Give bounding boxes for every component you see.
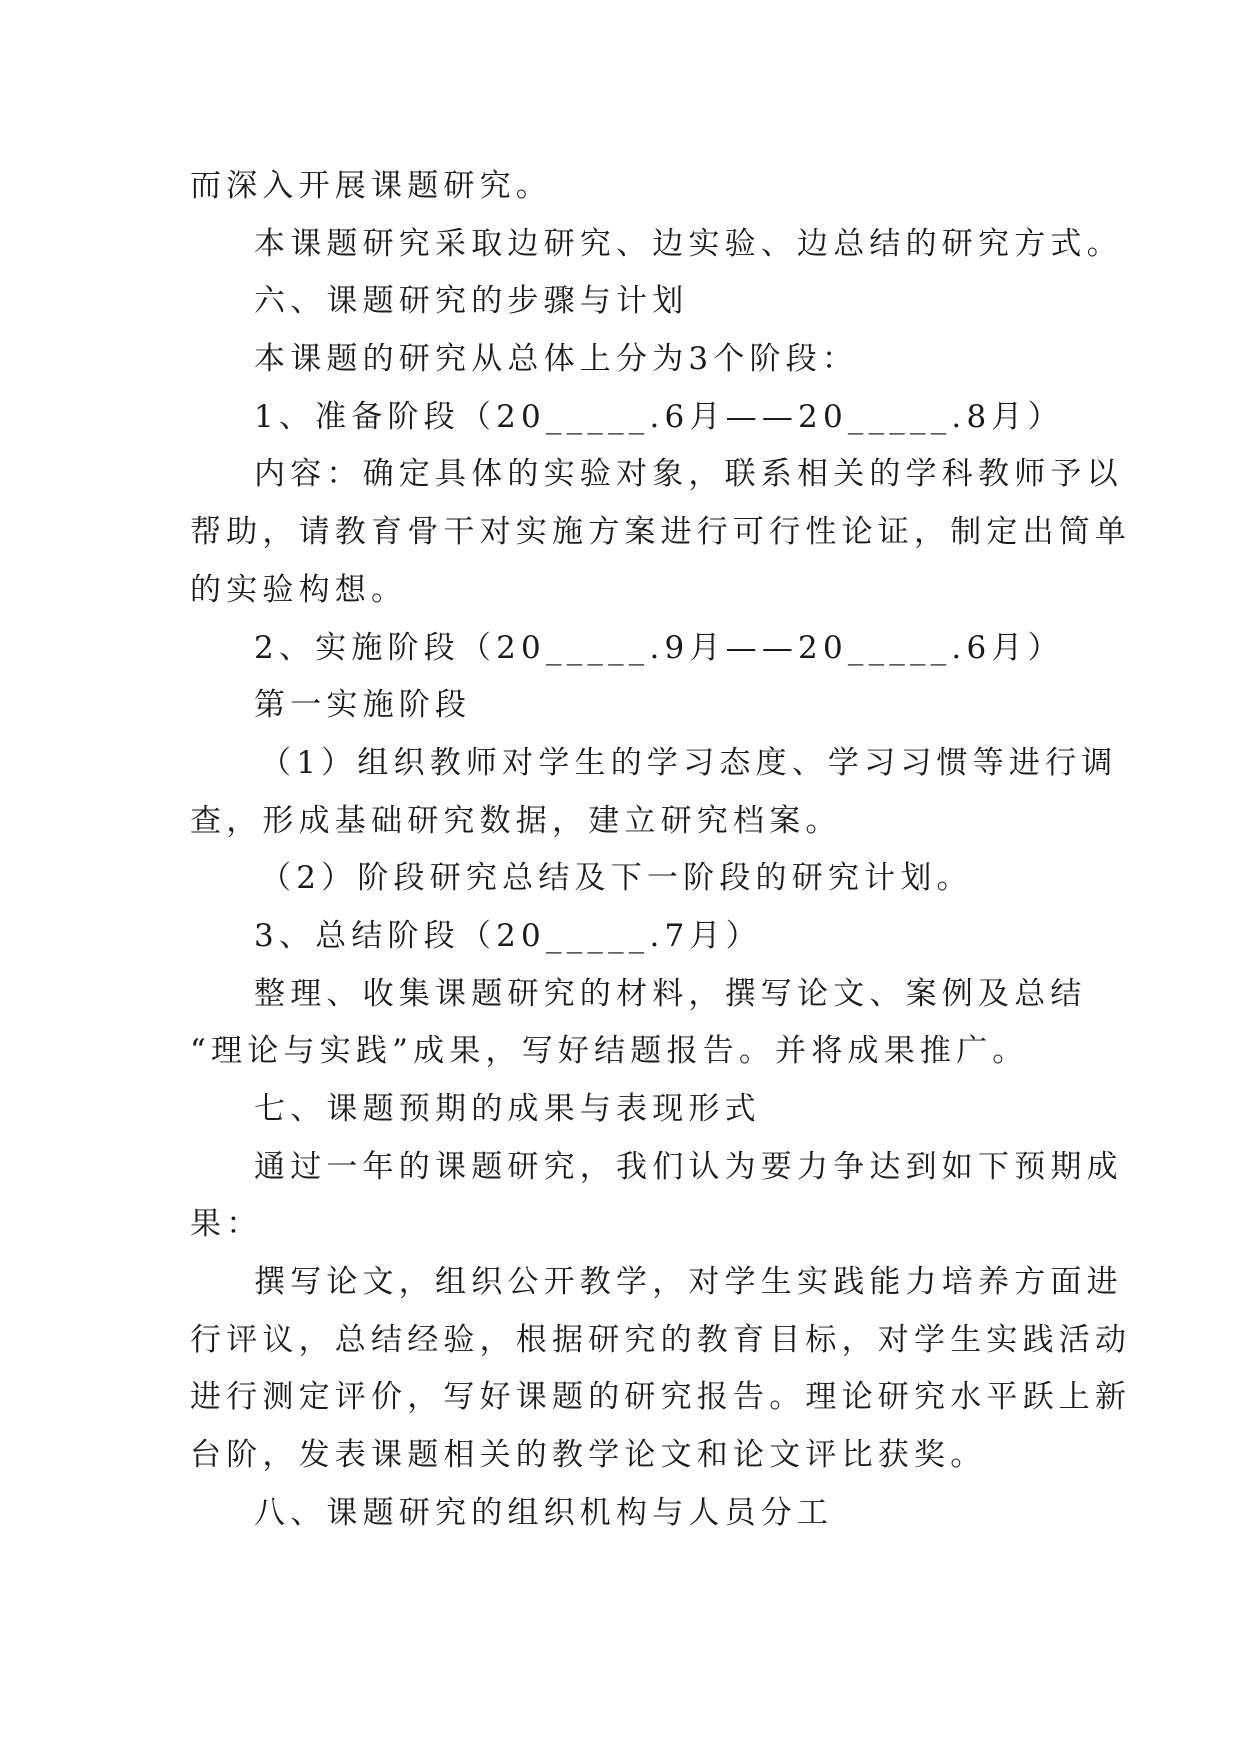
section-heading: 六、课题研究的步骤与计划 <box>254 283 689 320</box>
paragraph-line: 帮助，请教育骨干对实施方案进行可行性论证，制定出简单 <box>190 514 1132 551</box>
paragraph-line: 本课题研究采取边研究、边实验、边总结的研究方式。 <box>254 225 1123 262</box>
paragraph-line: 本课题的研究从总体上分为3个阶段： <box>254 341 859 378</box>
stage-heading: 2、实施阶段（20_____.9月——20_____.6月） <box>254 629 1064 666</box>
stage-heading: 1、准备阶段（20_____.6月——20_____.8月） <box>254 398 1064 435</box>
paragraph-line: 撰写论文，组织公开教学，对学生实践能力培养方面进 <box>254 1264 1123 1301</box>
section-heading: 七、课题预期的成果与表现形式 <box>254 1091 761 1127</box>
paragraph-line: 的实验构想。 <box>190 571 408 608</box>
paragraph-line: 内容：确定具体的实验对象，联系相关的学科教师予以 <box>254 456 1123 493</box>
section-heading: 八、课题研究的组织机构与人员分工 <box>254 1494 834 1531</box>
sub-heading: 第一实施阶段 <box>254 687 472 724</box>
paragraph-line: 而深入开展课题研究。 <box>190 168 552 204</box>
paragraph-line: 果： <box>190 1206 263 1243</box>
paragraph-line: 行评议，总结经验，根据研究的教育目标，对学生实践活动 <box>190 1321 1132 1358</box>
document-body <box>190 158 1132 1543</box>
stage-heading: 3、总结阶段（20_____.7月） <box>254 917 762 954</box>
paragraph-line: 台阶，发表课题相关的教学论文和论文评比获奖。 <box>190 1437 987 1474</box>
paragraph-line: 通过一年的课题研究，我们认为要力争达到如下预期成 <box>254 1148 1123 1185</box>
paragraph-line: “理论与实践”成果，写好结题报告。并将成果推广。 <box>190 1033 1029 1070</box>
list-item: （2）阶段研究总结及下一阶段的研究计划。 <box>260 860 973 897</box>
paragraph-line: 查，形成基础研究数据，建立研究档案。 <box>190 802 842 839</box>
paragraph-line: 进行测定评价，写好课题的研究报告。理论研究水平跃上新 <box>190 1379 1132 1416</box>
paragraph-line: 整理、收集课题研究的材料，撰写论文、案例及总结 <box>254 975 1087 1012</box>
list-item: （1）组织教师对学生的学习态度、学习习惯等进行调 <box>260 744 1118 781</box>
